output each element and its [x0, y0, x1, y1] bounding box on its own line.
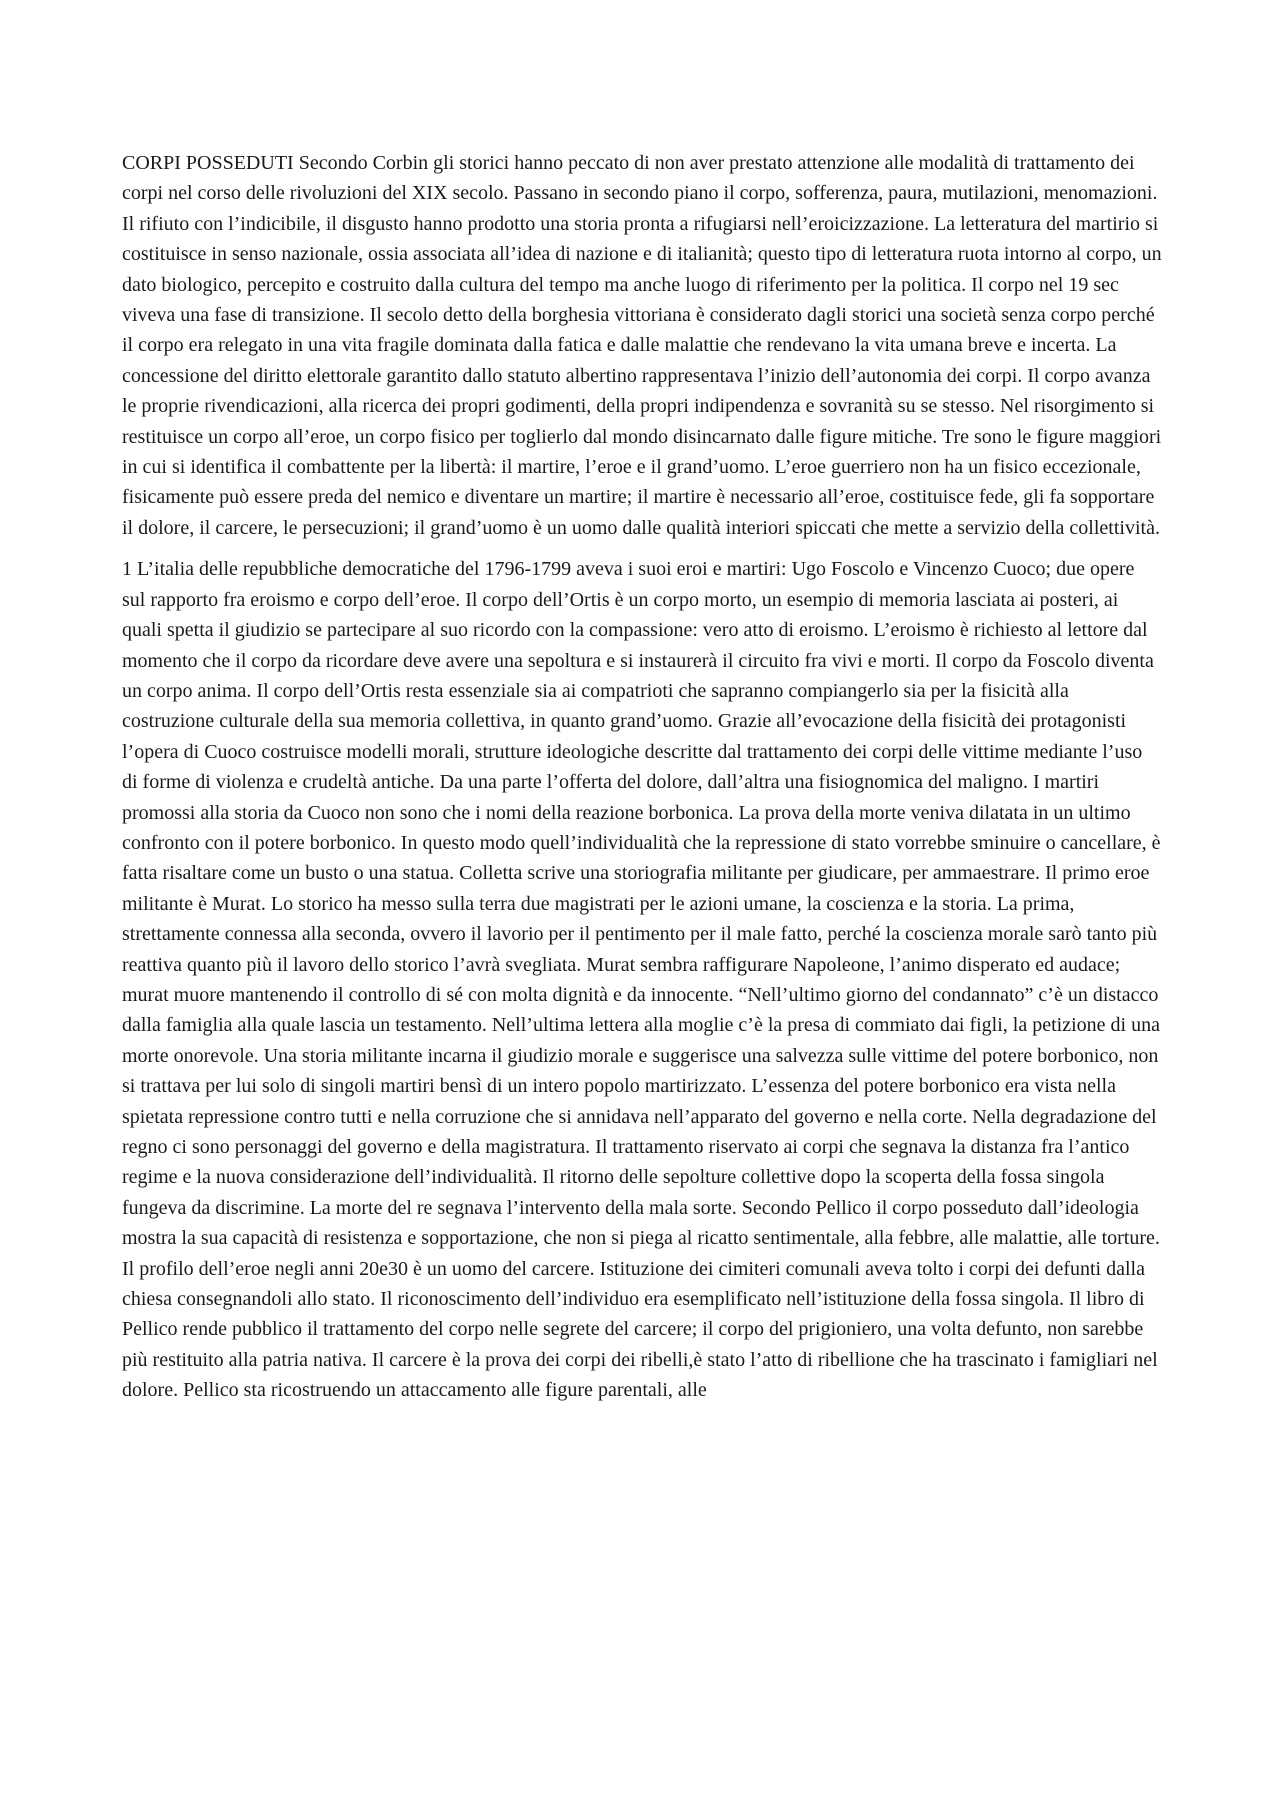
paragraph-corpi-posseduti: CORPI POSSEDUTI Secondo Corbin gli storici hanno peccato di non aver prestato attenzione alle modalità di trattamento dei corpi nel corso delle rivoluzioni del XIX secolo. Passano in secondo piano il corpo, sofferenza, paura, mutilazioni, menomazioni. Il rifiuto con l’indicibile, il disgusto hanno prodotto una storia pronta a rifugiarsi nell’eroicizzazione. La letteratura del martirio si costituisce in senso nazionale, ossia associata all’idea di nazione e di italianità; questo tipo di letteratura ruota intorno al corpo, un dato biologico, percepito e costruito dalla cultura del tempo ma anche luogo di riferimento per la politica. Il corpo nel 19 sec viveva una fase di transizione. Il secolo detto della borghesia vittoriana è considerato dagli storici una società senza corpo perché il corpo era relegato in una vita fragile dominata dalla fatica e dalle malattie che rendevano la vita umana breve e incerta. La concessione del diritto elettorale garantito dallo statuto albertino rappresentava l’inizio dell’autonomia dei corpi. Il corpo avanza le proprie rivendicazioni, alla ricerca dei propri godimenti, della propri indipendenza e sovranità su se stesso. Nel risorgimento si restituisce un corpo all’eroe, un corpo fisico per toglierlo dal mondo disincarnato dalle figure mitiche. Tre sono le figure maggiori in cui si identifica il combattente per la libertà: il martire, l’eroe e il grand’uomo. L’eroe guerriero non ha un fisico eccezionale, fisicamente può essere preda del nemico e diventare un martire; il martire è necessario all’eroe, costituisce fede, gli fa sopportare il dolore, il carcere, le persecuzioni; il grand’uomo è un uomo dalle qualità interiori spiccati che mette a servizio della collettività.	[122, 152, 1162, 539]
document-body	[122, 148, 1162, 1406]
paragraph-italia-repubbliche: 1 L’italia delle repubbliche democratiche del 1796-1799 aveva i suoi eroi e martiri: Ugo Foscolo e Vincenzo Cuoco; due opere sul rapporto fra eroismo e corpo dell’eroe. Il corpo dell’Ortis è un corpo morto, un esempio di memoria lasciata ai posteri, ai quali spetta il giudizio se partecipare al suo ricordo con la compassione: vero atto di eroismo. L’eroismo è richiesto al lettore dal momento che il corpo da ricordare deve avere una sepoltura e si instaurerà il circuito fra vivi e morti. Il corpo da Foscolo diventa un corpo anima. Il corpo dell’Ortis resta essenziale sia ai compatrioti che sapranno compiangerlo sia per la fisicità alla costruzione culturale della sua memoria collettiva, in quanto grand’uomo. Grazie all’evocazione della fisicità dei protagonisti l’opera di Cuoco costruisce modelli morali, strutture ideologiche descritte dal trattamento dei corpi delle vittime mediante l’uso di forme di violenza e crudeltà antiche. Da una parte l’offerta del dolore, dall’altra una fisiognomica del maligno. I martiri promossi alla storia da Cuoco non sono che i nomi della reazione borbonica. La prova della morte veniva dilatata in un ultimo confronto con il potere borbonico. In questo modo quell’individualità che la repressione di stato vorrebbe sminuire o cancellare, è fatta risaltare come un busto o una statua. Colletta scrive una storiografia militante per giudicare, per ammaestrare. Il primo eroe militante è Murat. Lo storico ha messo sulla terra due magistrati per le azioni umane, la coscienza e la storia. La prima, strettamente connessa alla seconda, ovvero il lavorio per il pentimento per il male fatto, perché la coscienza morale sarò tanto più reattiva quanto più il lavoro dello storico l’avrà svegliata. Murat sembra raffigurare Napoleone, l’animo disperato ed audace; murat muore mantenendo il controllo di sé con molta dignità e da innocente. “Nell’ultimo giorno del condannato” c’è un distacco dalla famiglia alla quale lascia un testamento. Nell’ultima lettera alla moglie c’è la presa di commiato dai figli, la petizione di una morte onorevole. Una storia militante incarna il giudizio morale e suggerisce una salvezza sulle vittime del potere borbonico, non si trattava per lui solo di singoli martiri bensì di un intero popolo martirizzato. L’essenza del potere borbonico era vista nella spietata repressione contro tutti e nella corruzione che si annidava nell’apparato del governo e nella corte. Nella degradazione del regno ci sono personaggi del governo e della magistratura. Il trattamento riservato ai corpi che segnava la distanza fra l’antico regime e la nuova considerazione dell’individualità. Il ritorno delle sepolture collettive dopo la scoperta della fossa singola fungeva da discrimine. La morte del re segnava l’intervento della mala sorte. Secondo Pellico il corpo posseduto dall’ideologia mostra la sua capacità di resistenza e sopportazione, che non si piega al ricatto sentimentale, alla febbre, alle malattie, alle torture. Il profilo dell’eroe negli anni 20e30 è un uomo del carcere. Istituzione dei cimiteri comunali aveva tolto i corpi dei defunti dalla chiesa consegnandoli allo stato. Il riconoscimento dell’individuo era esemplificato nell’istituzione della fossa singola. Il libro di Pellico rende pubblico il trattamento del corpo nelle segrete del carcere; il corpo del prigioniero, una volta defunto, non sarebbe più restituito alla patria nativa. Il carcere è la prova dei corpi dei ribelli,è stato l’atto di ribellione che ha trascinato i famigliari nel dolore. Pellico sta ricostruendo un attaccamento alle figure parentali, alle	[122, 558, 1161, 1402]
